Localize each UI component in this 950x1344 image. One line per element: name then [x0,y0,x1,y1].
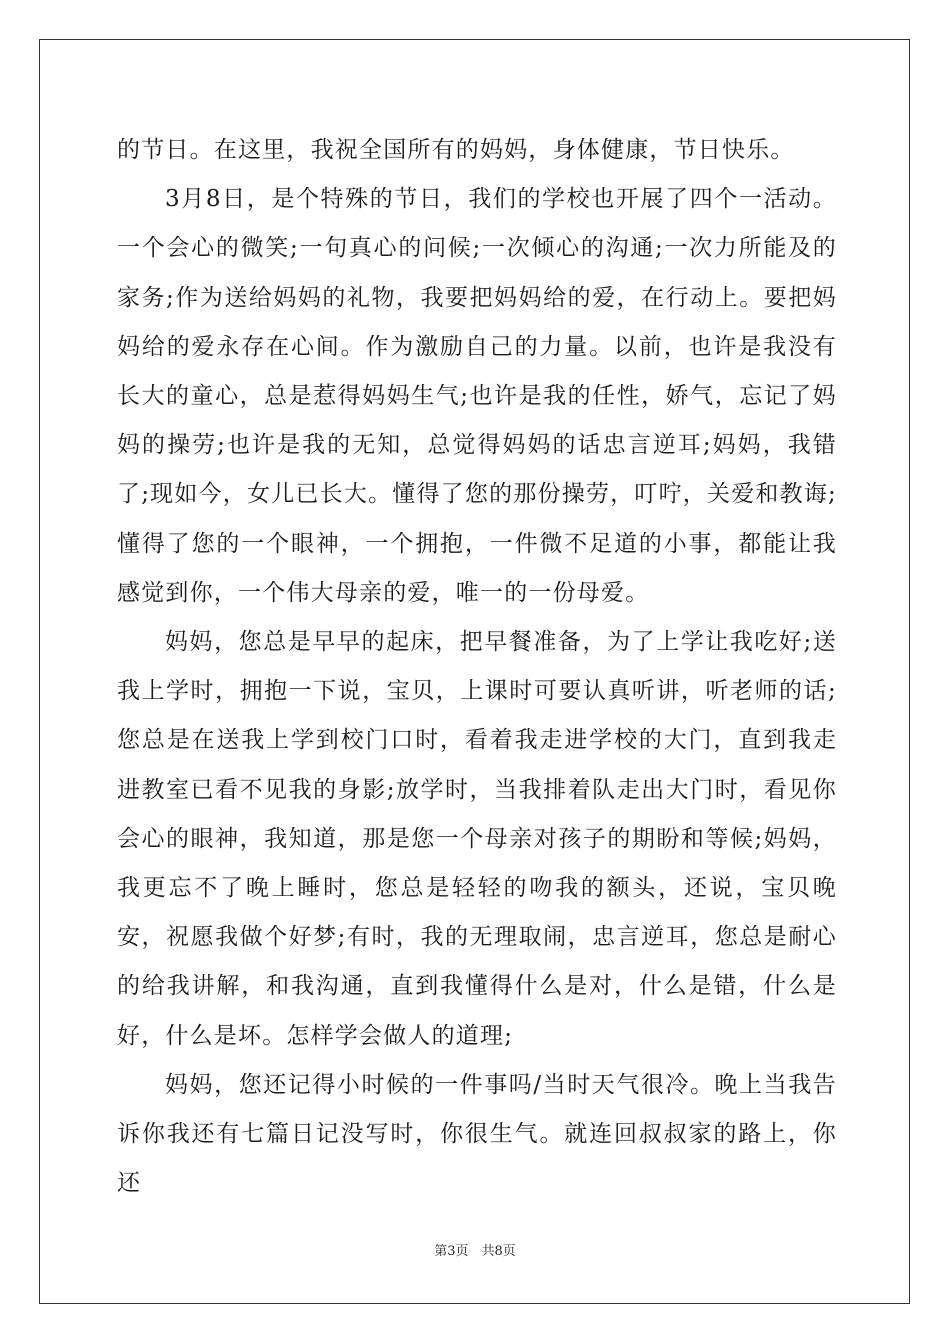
paragraph-3: 妈妈，您总是早早的起床，把早餐准备，为了上学让我吃好;送我上学时，拥抱一下说，宝贝，上课时可要认真听讲，听老师的话;您总是在送我上学到校门口时，看着我走进学校的大门，直到我走进教室已看不见我的身影;放学时，当我排着队走出大门时，看见你会心的眼神，我知道，那是您一个母亲对孩子的期盼和等候;妈妈，我更忘不了晚上睡时，您总是轻轻的吻我的额头，还说，宝贝晚安，祝愿我做个好梦;有时，我的无理取闹，忠言逆耳，您总是耐心的给我讲解，和我沟通，直到我懂得什么是对，什么是错，什么是好，什么是坏。怎样学会做人的道理; [117,629,837,1049]
document-body [117,126,837,1208]
paragraph-2: 3月8日，是个特殊的节日，我们的学校也开展了四个一活动。一个会心的微笑;一句真心的问候;一次倾心的沟通;一次力所能及的家务;作为送给妈妈的礼物，我要把妈妈给的爱，在行动上。要把妈妈给的爱永存在心间。作为激励自己的力量。以前，也许是我没有长大的童心，总是惹得妈妈生气;也许是我的任性，娇气，忘记了妈妈的操劳;也许是我的无知，总觉得妈妈的话忠言逆耳;妈妈，我错了;现如今，女儿已长大。懂得了您的那份操劳，叮咛，关爱和教诲;懂得了您的一个眼神，一个拥抱，一件微不足道的小事，都能让我感觉到你，一个伟大母亲的爱，唯一的一份母爱。 [117,186,837,606]
paragraph-4: 妈妈，您还记得小时候的一件事吗/当时天气很冷。晚上当我告诉你我还有七篇日记没写时，你很生气。就连回叔叔家的路上，你还 [117,1071,837,1197]
paragraph-1: 的节日。在这里，我祝全国所有的妈妈，身体健康，节日快乐。 [117,137,795,163]
page-number-footer: 第3页 共8页 [434,1244,516,1259]
